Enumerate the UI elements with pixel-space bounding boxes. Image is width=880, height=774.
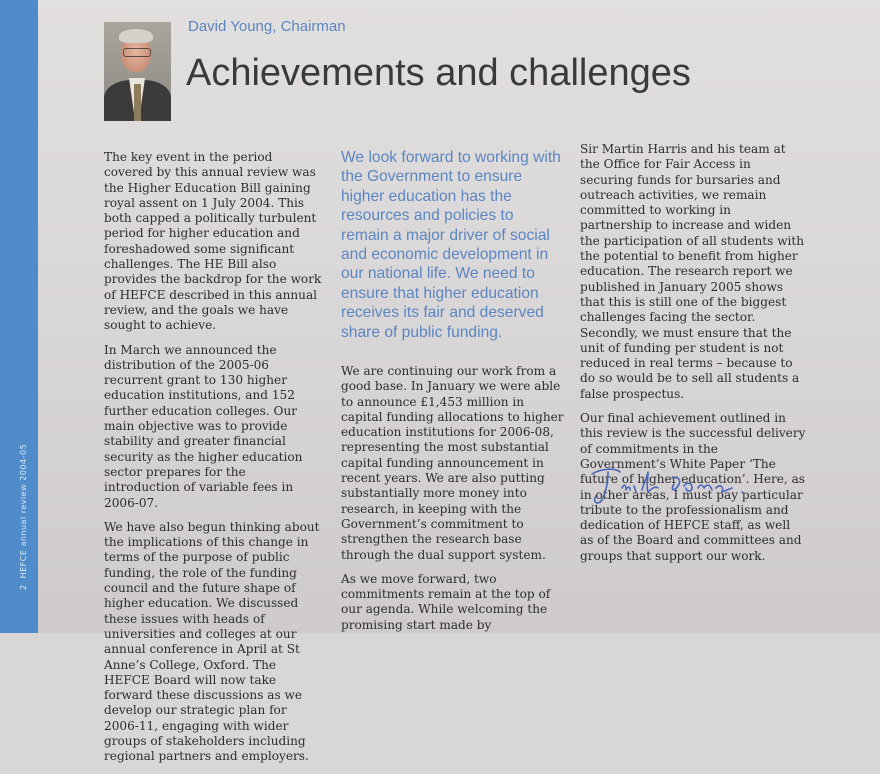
- paragraph: Our final achievement outlined in this review is the successful delivery of commitments in the Government’s White Paper ‘The future of higher education’. Here, as in other areas, I must pay particular tribute to the professionalism and dedication of HEFCE staff, as well as of the Board and committees and groups that support our work.: [580, 411, 806, 563]
- pull-quote: We look forward to working with the Government to ensure higher education has the resources and policies to remain a major driver of social and economic development in our national life. We need to ensure that higher education receives its fair and deserved share of public funding.: [341, 149, 561, 341]
- page-title: Achievements and challenges: [186, 52, 691, 94]
- portrait-tie: [134, 84, 141, 121]
- side-strip-text: [19, 444, 28, 590]
- paragraph: We have also begun thinking about the implications of this change in terms of the purpose of public funding, the role of the funding council and the future shape of higher education. We discussed these issues with heads of universities and colleges at our annual conference in April at St Anne’s College, Oxford. The HEFCE Board will now take forward these discussions as we develop our strategic plan for 2006-11, engaging with wider groups of stakeholders including regional partners and employers.: [104, 519, 320, 764]
- page-number: 2: [19, 584, 28, 590]
- paragraph: As we move forward, two commitments remain at the top of our agenda. While welcoming the promising start made by: [341, 571, 551, 632]
- byline: David Young, Chairman: [188, 18, 346, 35]
- publication-name: HEFCE annual review 2004-05: [19, 443, 28, 579]
- side-strip: [0, 0, 38, 633]
- paragraph: Sir Martin Harris and his team at the Office for Fair Access in securing funds for bursaries and outreach activities, we remain committed to working in partnership to increase and widen the participation of all students with the potential to benefit from higher education. The research report we published in January 2005 shows that this is still one of the biggest challenges facing the sector. Secondly, we must ensure that the unit of funding per student is not reduced in real terms – because to do so would be to sell all students a false prospectus.: [580, 142, 805, 401]
- paragraph: In March we announced the distribution of the 2005-06 recurrent grant to 130 higher education institutions, and 152 further education colleges. Our main objective was to provide stability and greater financial security as the higher education sector prepares for the introduction of variable fees in 2006-07.: [104, 342, 303, 510]
- paragraph: We are continuing our work from a good base. In January we were able to announce £1,453 million in capital funding allocations to higher education institutions for 2006-08, representing the most substantial capital funding announcement in recent years. We are also putting substantially more money into research, in keeping with the Government’s commitment to strengthen the research base through the dual support system.: [341, 364, 564, 562]
- paragraph: The key event in the period covered by this annual review was the Higher Education Bill gaining royal assent on 1 July 2004. This both capped a politically turbulent period for higher education and foreshadowed some significant challenges. The HE Bill also provides the backdrop for the work of HEFCE described in this annual review, and the goals we have sought to achieve.: [104, 150, 322, 333]
- column-1: [104, 150, 322, 774]
- portrait-glasses: [123, 48, 151, 57]
- portrait-photo-icon: [104, 22, 171, 121]
- signature-icon: [586, 462, 756, 512]
- column-2: [341, 364, 565, 642]
- portrait-hair: [119, 29, 153, 43]
